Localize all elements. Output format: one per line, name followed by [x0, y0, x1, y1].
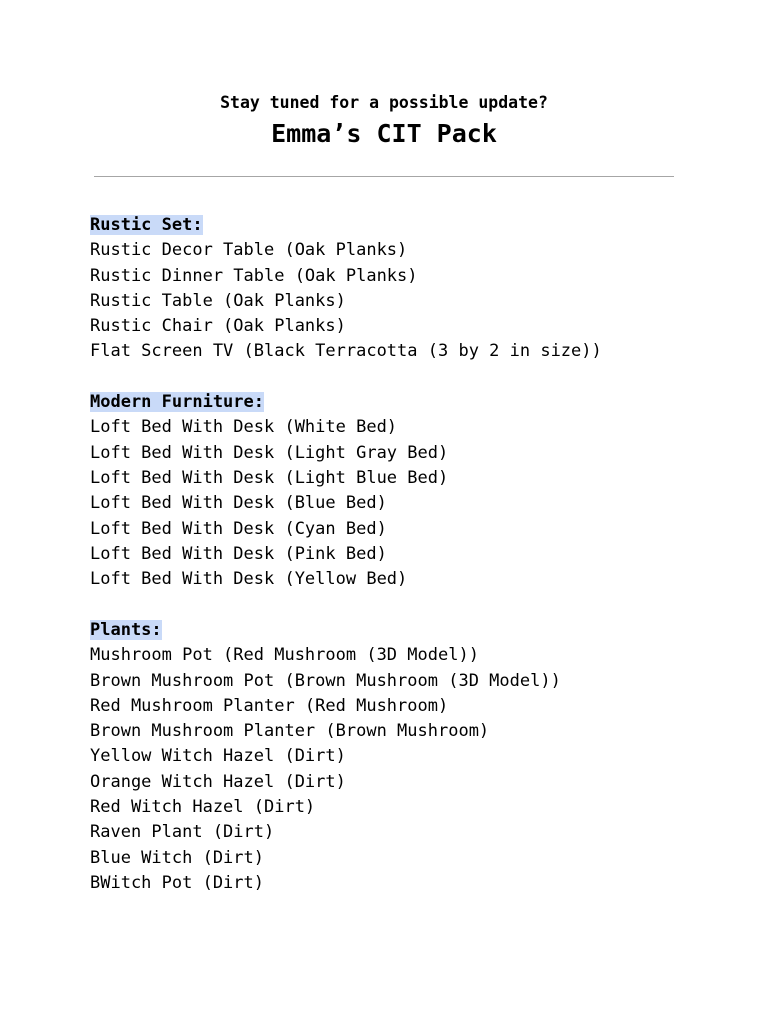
section-heading	[90, 390, 730, 415]
list-item: Orange Witch Hazel (Dirt)	[90, 771, 346, 792]
list-item: Loft Bed With Desk (Yellow Bed)	[90, 569, 408, 590]
list-item: Loft Bed With Desk (Blue Bed)	[90, 493, 387, 514]
list-item: Mushroom Pot (Red Mushroom (3D Model))	[90, 645, 479, 666]
list-item: Yellow Witch Hazel (Dirt)	[90, 746, 346, 767]
list-item: Rustic Dinner Table (Oak Planks)	[90, 265, 418, 286]
list-item: Loft Bed With Desk (Cyan Bed)	[90, 518, 387, 539]
section-rustic-set	[90, 213, 730, 365]
list-item: Rustic Decor Table (Oak Planks)	[90, 240, 408, 261]
list-item: Loft Bed With Desk (Pink Bed)	[90, 543, 387, 564]
document-subtitle: Stay tuned for a possible update?	[220, 93, 548, 112]
document-content	[90, 213, 730, 922]
list-item: Loft Bed With Desk (White Bed)	[90, 417, 398, 438]
section-plants	[90, 618, 730, 896]
section-heading-label: Plants:	[90, 619, 162, 640]
section-heading-label: Rustic Set:	[90, 215, 203, 235]
section-heading	[90, 213, 730, 238]
section-modern-furniture	[90, 390, 730, 592]
list-item: Loft Bed With Desk (Light Gray Bed)	[90, 442, 449, 463]
section-heading	[90, 618, 730, 643]
list-item: BWitch Pot (Dirt)	[90, 872, 264, 893]
list-item: Red Witch Hazel (Dirt)	[90, 797, 316, 818]
list-item: Rustic Chair (Oak Planks)	[90, 316, 346, 337]
list-item: Loft Bed With Desk (Light Blue Bed)	[90, 468, 449, 489]
list-item: Rustic Table (Oak Planks)	[90, 290, 346, 311]
list-item: Flat Screen TV (Black Terracotta (3 by 2 in size))	[90, 341, 602, 362]
list-item: Red Mushroom Planter (Red Mushroom)	[90, 695, 449, 716]
horizontal-divider	[94, 176, 674, 177]
list-item: Blue Witch (Dirt)	[90, 847, 264, 868]
list-item: Brown Mushroom Pot (Brown Mushroom (3D Model))	[90, 670, 561, 691]
list-item: Brown Mushroom Planter (Brown Mushroom)	[90, 721, 490, 742]
list-item: Raven Plant (Dirt)	[90, 822, 275, 843]
section-heading-label: Modern Furniture:	[90, 392, 264, 413]
document-title: Emma’s CIT Pack	[271, 119, 497, 148]
